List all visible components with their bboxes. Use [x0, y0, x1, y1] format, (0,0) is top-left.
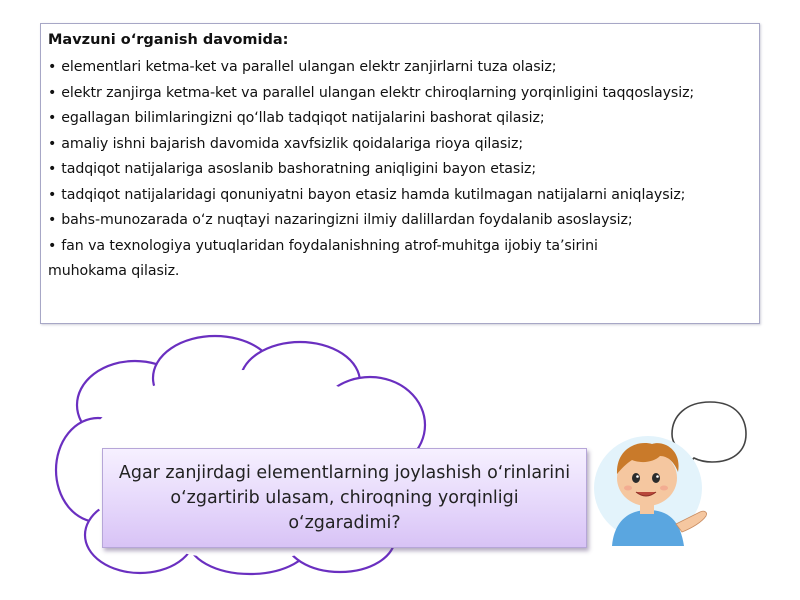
objective-item — [48, 183, 753, 209]
bullet-icon: • — [48, 161, 57, 177]
bullet-icon: • — [48, 186, 57, 203]
objective-item — [48, 55, 753, 81]
objective-item-text: fan va texnologiya yutuqlaridan foydalanishning atrof-muhitga ijobiy ta’sirini muhokama qilasiz. — [48, 237, 598, 279]
bullet-icon: • — [48, 84, 57, 101]
objective-item — [48, 234, 658, 285]
question-box — [102, 448, 587, 548]
bullet-icon: • — [48, 59, 57, 75]
objective-item — [48, 81, 753, 107]
objective-item-text: tadqiqot natijalariga asoslanib bashoratning aniqligini bayon etasiz; — [61, 161, 537, 177]
objective-item — [48, 106, 753, 132]
objective-item-text: amaliy ishni bajarish davomida xavfsizlik qoidalariga rioya qilasiz; — [61, 135, 524, 152]
question-text: Agar zanjirdagi elementlarning joylashish o‘rinlarini o‘zgartirib ulasam, chiroqning yorqinligi o‘zgaradimi? — [118, 462, 571, 533]
bullet-icon: • — [48, 237, 57, 254]
objective-item-text: elementlari ketma-ket va parallel ulangan elektr zanjirlarni tuza olasiz; — [61, 59, 557, 75]
objective-item — [48, 132, 753, 158]
objective-item-text: egallagan bilimlaringizni qo‘llab tadqiqot natijalarini bashorat qilasiz; — [61, 110, 545, 126]
bullet-icon: • — [48, 135, 57, 152]
objective-item-text: elektr zanjirga ketma-ket va parallel ulangan elektr chiroqlarning yorqinligini taqqoslaysiz; — [61, 84, 695, 101]
objective-item-text: tadqiqot natijalaridagi qonuniyatni bayon etasiz hamda kutilmagan natijalarni aniqlaysiz; — [61, 186, 686, 203]
objectives-box — [40, 23, 760, 324]
objectives-list — [48, 55, 753, 285]
bullet-icon: • — [48, 212, 57, 228]
objectives-title: Mavzuni o‘rganish davomida: — [48, 32, 289, 48]
objective-item — [48, 157, 753, 183]
objective-item — [48, 208, 753, 234]
objective-item-text: bahs-munozarada o‘z nuqtayi nazaringizni ilmiy dalillardan foydalanib asoslaysiz; — [61, 212, 633, 228]
bullet-icon: • — [48, 110, 57, 126]
boy-character-icon — [592, 396, 752, 546]
